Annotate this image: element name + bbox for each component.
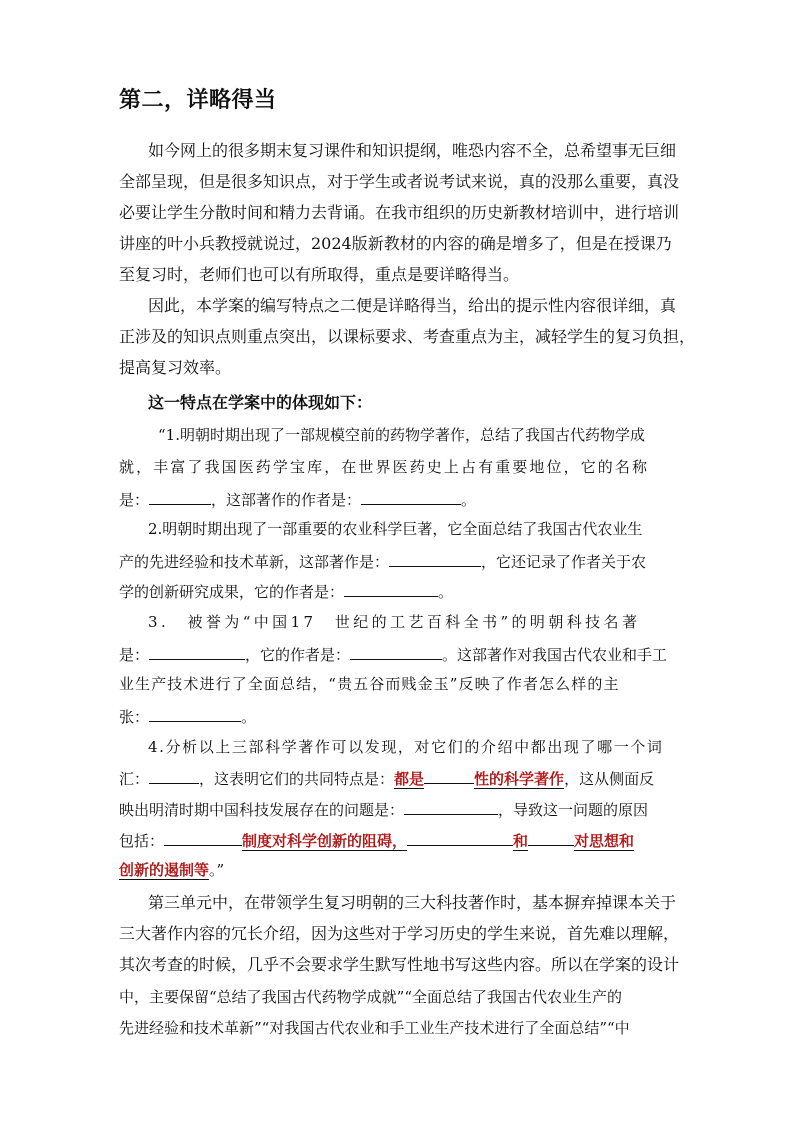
q1-line1: “1.明朝时期出现了一部规模空前的药物学著作，总结了我国古代药物学成	[158, 426, 645, 444]
q4-answer-and: 和	[513, 832, 529, 850]
q2-end: 。	[438, 583, 454, 601]
q4-suffix: ，这从侧面反	[564, 770, 655, 788]
q4-blank-reason-gap[interactable]	[407, 829, 513, 846]
q4-prefix: 汇：	[119, 770, 150, 788]
para3-line3: 其次考查的时候，几乎不会要求学生默写性地书写这些内容。所以在学案的设计	[119, 955, 680, 974]
q4-line2	[119, 767, 654, 789]
para2-line2: 正涉及的知识点则重点突出，以课标要求、考查重点为主，减轻学生的复习负担，	[119, 327, 696, 346]
q2-blank-author[interactable]	[344, 580, 438, 597]
q4-line4-prefix: 包括：	[119, 832, 165, 850]
q2-line1: 2.明朝时期出现了一部重要的农业科学巨著，它全面总结了我国古代农业生	[148, 520, 643, 538]
q4-line3-prefix: 映出明清时期中国科技发展存在的问题是：	[119, 801, 405, 819]
q3-mid: ，它的作者是：	[245, 646, 351, 664]
q3-line4	[119, 705, 256, 727]
q2-line3	[119, 580, 453, 602]
q4-end: 。”	[209, 861, 225, 879]
para1-line1: 如今网上的很多期末复习课件和知识提纲，唯恐内容不全，总希望事无巨细	[148, 141, 677, 160]
q4-blank-reason-gap2[interactable]	[528, 829, 574, 846]
q4-blank-feature[interactable]	[424, 767, 474, 784]
q1-blank-name[interactable]	[149, 488, 211, 505]
q3-blank-view[interactable]	[149, 705, 241, 722]
q3-line2	[119, 643, 667, 665]
para2-line3: 提高复习效率。	[119, 358, 232, 377]
q4-line1: 4.分析以上三部科学著作可以发现，对它们的介绍中都出现了哪一个词	[148, 738, 664, 756]
para1-line3: 必要让学生分散时间和精力去背诵。在我市组织的历史新教材培训中，进行培训	[119, 203, 680, 222]
q2-prefix: 产的先进经验和技术革新，这部著作是：	[119, 553, 390, 571]
q1-line3	[119, 488, 476, 510]
q1-end: 。	[461, 491, 477, 509]
q4-blank-problem[interactable]	[404, 798, 498, 815]
q2-line2	[119, 550, 646, 572]
q3-blank-work[interactable]	[149, 643, 245, 660]
q4-line5	[119, 860, 224, 880]
subheading: 这一特点在学案中的体现如下：	[148, 393, 373, 412]
q4-answer-part2: 性的科学著作	[474, 770, 565, 788]
q1-blank-author[interactable]	[361, 488, 461, 505]
q4-mid: ，这表明它们的共同特点是：	[199, 770, 395, 788]
q3-suffix: 。这部著作对我国古代农业和手工	[442, 646, 668, 664]
para3-line5: 先进经验和技术革新”“对我国古代农业和手工业生产技术进行了全面总结”“中	[119, 1019, 630, 1037]
para2-line1: 因此，本学案的编写特点之二便是详略得当，给出的提示性内容很详细，真	[148, 296, 677, 315]
q4-answer-part1: 都是	[394, 770, 425, 788]
q3-line1: 3. 被誉为“中国17 世纪的工艺百科全书”的明朝科技名著	[148, 613, 641, 631]
q3-prefix: 是：	[119, 646, 150, 664]
q3-line3: 业生产技术进行了全面总结，“贵五谷而贱金玉”反映了作者怎么样的主	[119, 675, 620, 693]
para1-line5: 至复习时，老师们也可以有所取得，重点是要详略得当。	[119, 265, 520, 284]
q4-line4	[119, 829, 634, 851]
para3-line1: 第三单元中，在带领学生复习明朝的三大科技著作时，基本摒弃掉课本关于	[148, 893, 677, 912]
q4-answer-reason2-cont: 创新的遏制等	[119, 861, 210, 879]
q3-blank-author[interactable]	[350, 643, 442, 660]
q3-line4-prefix: 张：	[119, 708, 150, 726]
q2-suffix: ，它还记录了作者关于农	[481, 553, 647, 571]
para3-line4: 中，主要保留“总结了我国古代药物学成就”“全面总结了我国古代农业生产的	[119, 988, 623, 1006]
q2-blank-work[interactable]	[389, 550, 481, 567]
q4-blank-word[interactable]	[149, 767, 199, 784]
para3-line2: 三大著作内容的冗长介绍，因为这些对于学习历史的学生来说，首先难以理解，	[119, 924, 680, 943]
q1-line2: 就，丰富了我国医药学宝库，在世界医药史上占有重要地位，它的名称	[119, 458, 650, 476]
q4-answer-reason2: 对思想和	[574, 832, 635, 850]
q1-prefix: 是：	[119, 491, 150, 509]
para1-line2: 全部呈现，但是很多知识点，对于学生或者说考试来说，真的没那么重要，真没	[119, 172, 680, 191]
q3-end: 。	[241, 708, 257, 726]
q4-line3-suffix: ，导致这一问题的原因	[498, 801, 649, 819]
q4-line3	[119, 798, 648, 820]
para1-line4: 讲座的叶小兵教授就说过，2024版新教材的内容的确是增多了，但是在授课乃	[119, 234, 672, 253]
q4-answer-reason1: 制度对科学创新的阻碍，	[242, 832, 408, 850]
q1-mid: ，这部著作的作者是：	[211, 491, 362, 509]
q2-line3-prefix: 学的创新研究成果，它的作者是：	[119, 583, 345, 601]
section-heading: 第二，详略得当	[119, 88, 277, 113]
q4-blank-reason-lead[interactable]	[164, 829, 242, 846]
